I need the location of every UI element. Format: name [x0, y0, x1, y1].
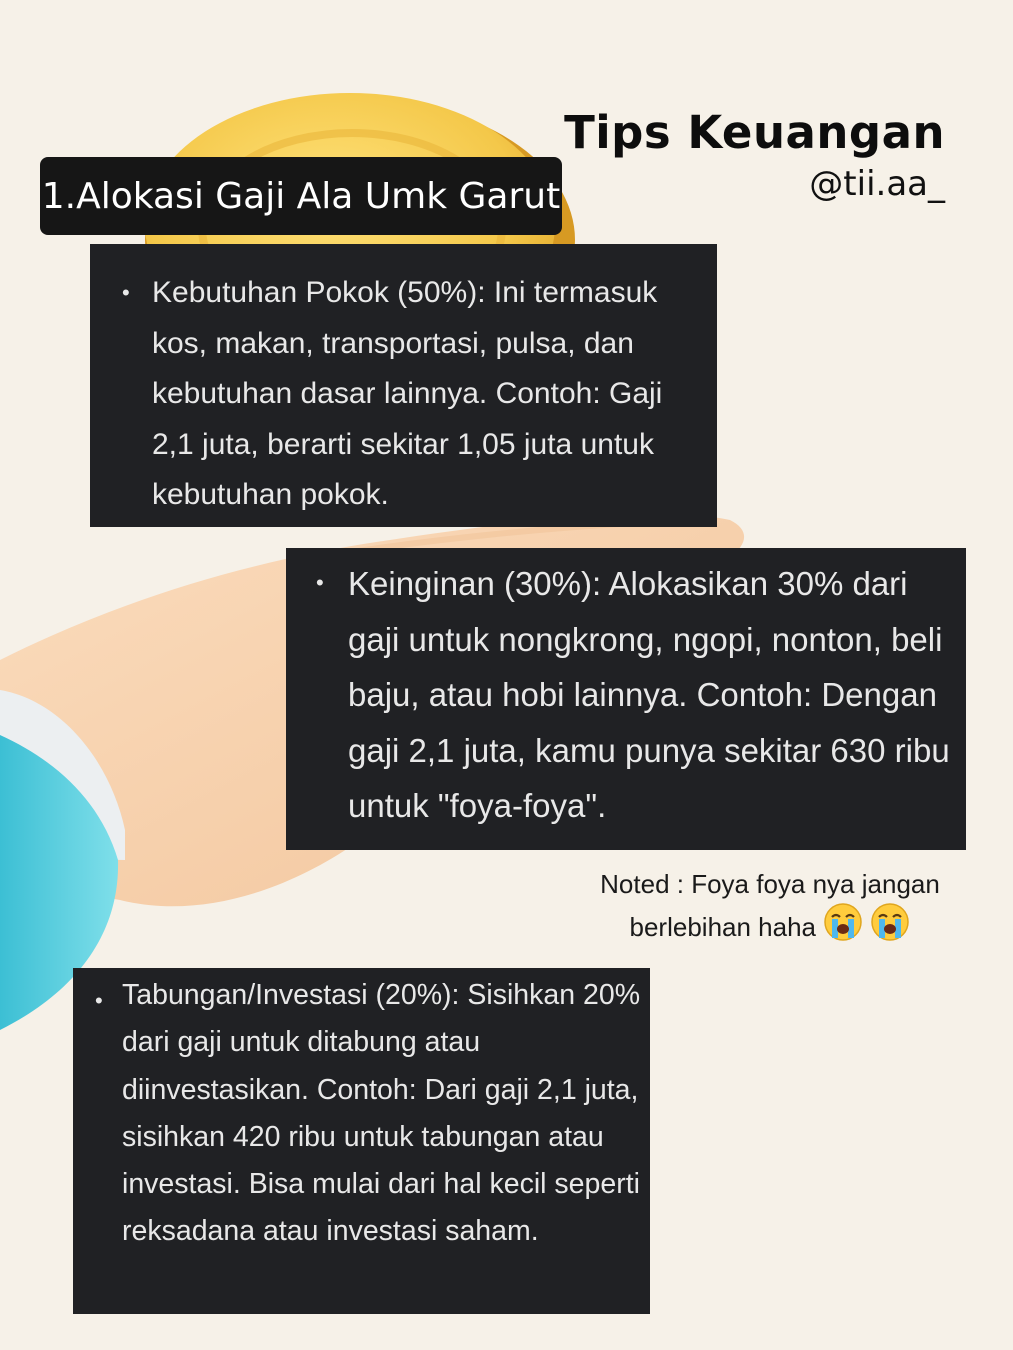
card-text: Tabungan/Investasi (20%): Sisihkan 20% dari gaji untuk ditabung atau diinvestasikan. Contoh: Dari gaji 2,1 juta, sisihkan 420 ribu untuk tabungan atau investasi. Bisa mulai dari hal kecil seperti reksadana atau investasi saham.: [122, 979, 641, 1248]
card-text: Keinginan (30%): Alokasikan 30% dari gaji untuk nongkrong, ngopi, nonton, beli baju, atau hobi lainnya. Contoh: Dengan gaji 2,1 juta, kamu punya sekitar 630 ribu untuk "foya-foya".: [348, 565, 950, 824]
note-line-2: berlebihan haha: [629, 912, 817, 942]
note-line-2-wrap: [560, 902, 980, 951]
card-keinginan: [286, 548, 966, 850]
author-handle: @tii.aa_: [809, 164, 945, 204]
note-line-1: Noted : Foya foya nya jangan: [600, 869, 940, 899]
section-title: 1.Alokasi Gaji Ala Umk Garut: [40, 157, 562, 235]
card-text: Kebutuhan Pokok (50%): Ini termasuk kos, makan, transportasi, pulsa, dan kebutuhan dasar lainnya. Contoh: Gaji 2,1 juta, berarti sekitar 1,05 juta untuk kebutuhan pokok.: [152, 276, 663, 511]
card-tabungan-investasi: [73, 968, 650, 1314]
bullet: •: [316, 570, 324, 595]
bullet: •: [95, 988, 103, 1013]
loudly-crying-face-icon: [870, 902, 910, 951]
page-title: Tips Keuangan: [564, 106, 945, 159]
loudly-crying-face-icon: [823, 902, 863, 951]
bullet: •: [122, 280, 130, 305]
card-kebutuhan-pokok: [90, 244, 717, 527]
note: [560, 866, 980, 951]
